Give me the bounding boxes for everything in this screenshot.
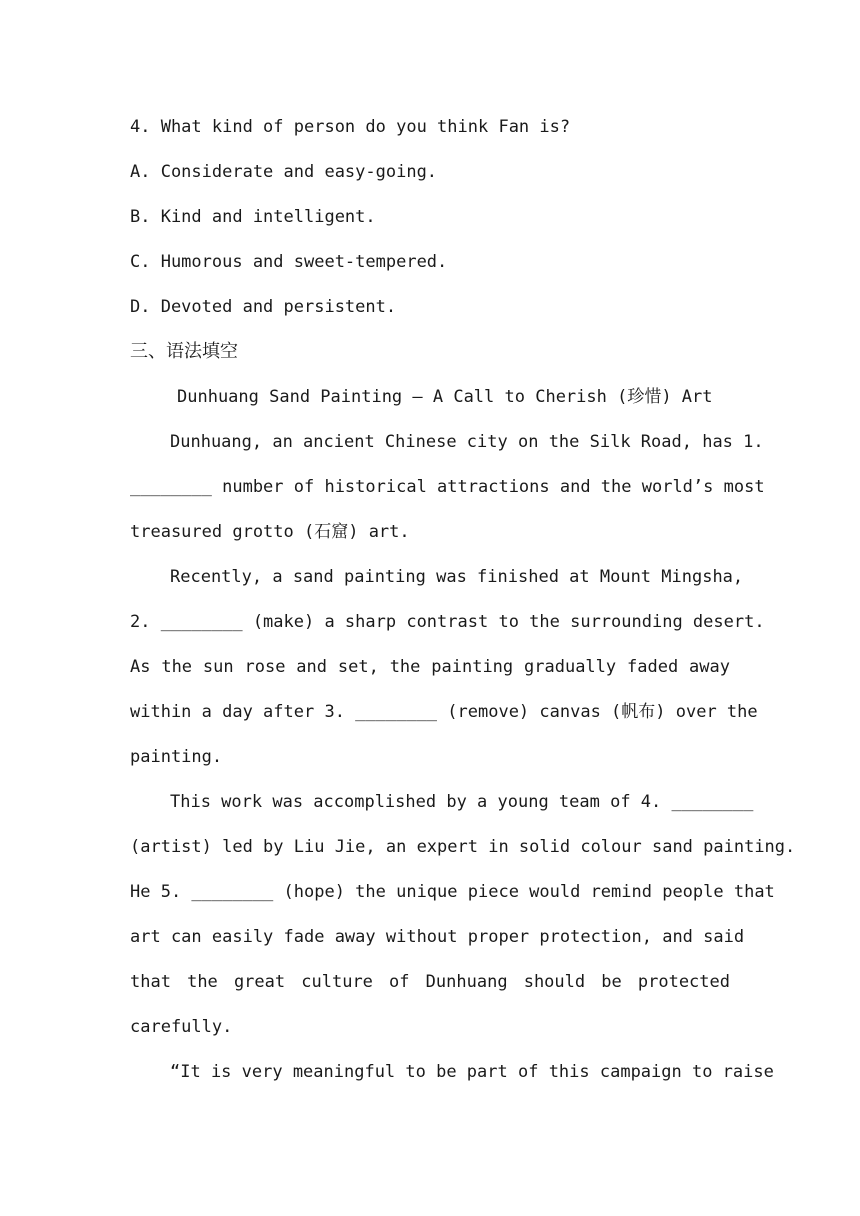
- passage-title: Dunhuang Sand Painting — A Call to Cherish (珍惜) Art: [177, 387, 713, 407]
- section-heading: 三、语法填空: [130, 341, 238, 362]
- passage-line: 2. ________ (make) a sharp contrast to the surrounding desert.: [130, 612, 765, 632]
- passage-line: Dunhuang, an ancient Chinese city on the Silk Road, has 1.: [170, 432, 764, 452]
- passage-line: within a day after 3. ________ (remove) canvas (帆布) over the: [130, 702, 758, 722]
- question-stem: 4. What kind of person do you think Fan is?: [130, 117, 571, 137]
- passage-line: As the sun rose and set, the painting gradually faded away: [130, 657, 730, 677]
- passage-line: that the great culture of Dunhuang should be protected: [130, 972, 730, 992]
- option-d: D. Devoted and persistent.: [130, 297, 397, 317]
- passage-line: carefully.: [130, 1017, 233, 1037]
- passage-line: Recently, a sand painting was finished at Mount Mingsha,: [170, 567, 744, 587]
- option-c: C. Humorous and sweet-tempered.: [130, 252, 448, 272]
- passage-line: art can easily fade away without proper protection, and said: [130, 927, 745, 947]
- passage-line: He 5. ________ (hope) the unique piece would remind people that: [130, 882, 775, 902]
- passage-line: (artist) led by Liu Jie, an expert in solid colour sand painting.: [130, 837, 796, 857]
- passage-line: This work was accomplished by a young team of 4. ________: [170, 792, 754, 812]
- passage-line: ________ number of historical attractions and the world’s most: [130, 477, 765, 497]
- passage-line: treasured grotto (石窟) art.: [130, 522, 410, 542]
- option-b: B. Kind and intelligent.: [130, 207, 376, 227]
- option-a: A. Considerate and easy-going.: [130, 162, 438, 182]
- passage-line: painting.: [130, 747, 223, 767]
- passage-line: “It is very meaningful to be part of this campaign to raise: [170, 1062, 774, 1082]
